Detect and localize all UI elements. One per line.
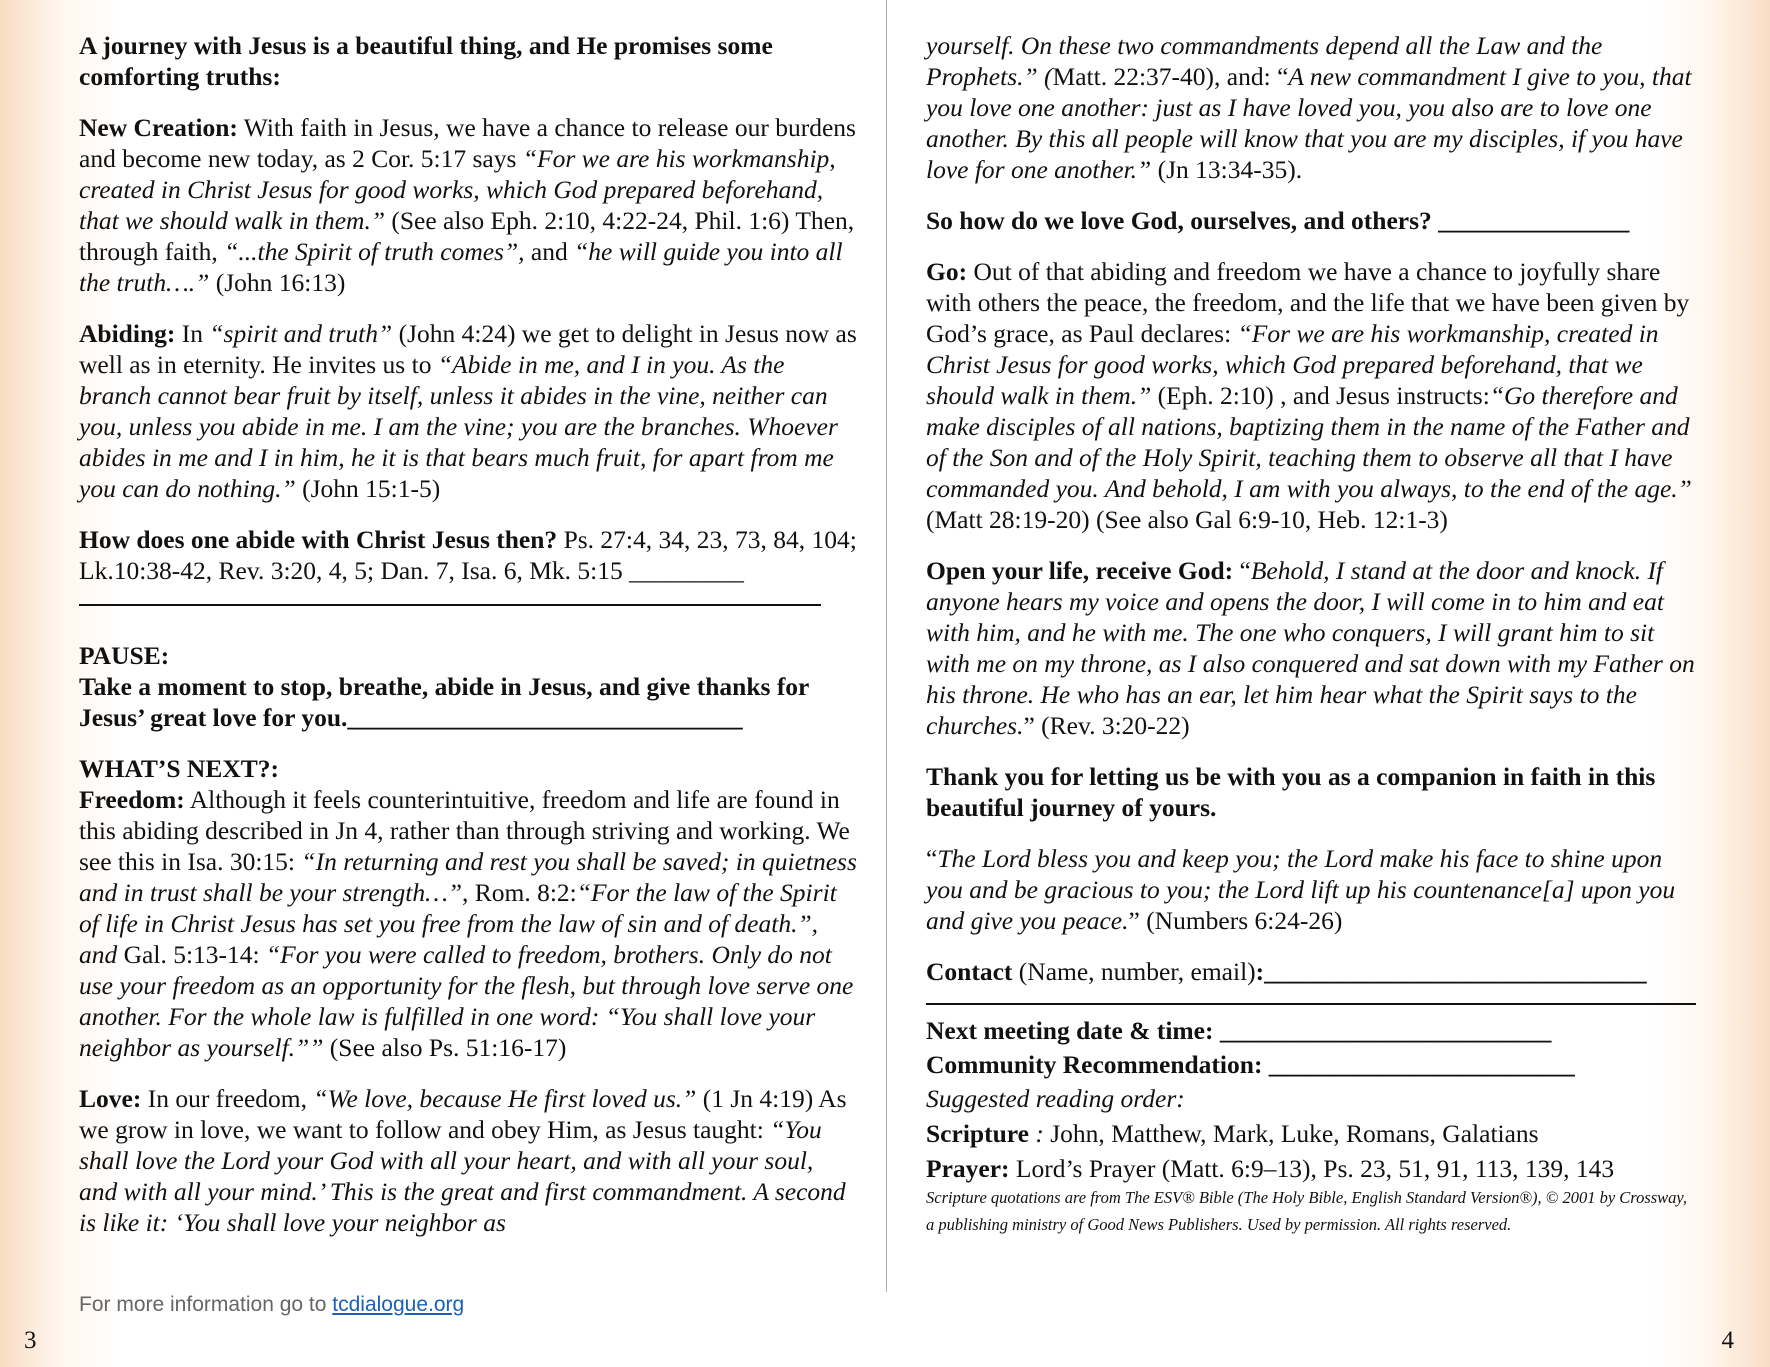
contact-blank: :______________________________ bbox=[1255, 957, 1647, 986]
page-divider bbox=[886, 0, 887, 1292]
new-creation-heading: New Creation: bbox=[79, 113, 238, 142]
contact-field[interactable] bbox=[926, 956, 1698, 987]
scripture-reading: Scripture : John, Matthew, Mark, Luke, Romans, Galatians bbox=[926, 1119, 1539, 1148]
contact-hint: (Name, number, email) bbox=[1012, 957, 1256, 986]
thank-you-text: Thank you for letting us be with you as a companion in faith in this beautiful journey of yours. bbox=[926, 762, 1656, 822]
abiding-heading: Abiding: bbox=[79, 319, 176, 348]
how-abide-paragraph: How does one abide with Christ Jesus then? Ps. 27:4, 34, 23, 73, 84, 104; Lk.10:38-42, Rev. 3:20, 4, 5; Dan. 7, Isa. 6, Mk. 5:15 _________ bbox=[79, 525, 857, 585]
whats-next-heading: WHAT’S NEXT?: bbox=[79, 754, 280, 783]
left-page bbox=[79, 30, 857, 1258]
contact-second-line[interactable] bbox=[926, 1001, 1696, 1005]
open-life-paragraph: Open your life, receive God: “Behold, I stand at the door and knock. If anyone hears my voice and opens the door, I will come in to him and eat with him, and he with me. The one who conquers, I will grant him to sit with me on my throne, as I also conquered and sat down with my Father on his throne. He who has an ear, let him hear what the Spirit says to the churches.” (Rev. 3:20-22) bbox=[926, 556, 1695, 740]
freedom-paragraph: Freedom: Although it feels counterintuitive, freedom and life are found in this abiding described in Jn 4, rather than through striving and working. We see this in Isa. 30:15: “In returning and rest you shall be saved; in quietness and in trust shall be your strength…”, Rom. 8:2:“For the law of the Spirit of life in Christ Jesus has set you free from the law of sin and of death.”, and Gal. 5:13-14: “For you were called to freedom, brothers. Only do not use your freedom as an opportunity for the flesh, but through love serve one another. For the whole law is fulfilled in one word: “You shall love your neighbor as yourself.”” (See also Ps. 51:16-17) bbox=[79, 785, 857, 1062]
community-field[interactable]: Community Recommendation: ________________________ bbox=[926, 1050, 1575, 1079]
so-how-question: So how do we love God, ourselves, and others? _______________ bbox=[926, 206, 1630, 235]
love-continued-paragraph: yourself. On these two commandments depend all the Law and the Prophets.” (Matt. 22:37-40), and: “A new commandment I give to you, that you love one another: just as I have loved you, you also are to love one another. By this all people will know that you are my disciples, if you have love for one another.” (Jn 13:34-35). bbox=[926, 31, 1692, 184]
love-heading: Love: bbox=[79, 1084, 142, 1113]
page-number-left: 3 bbox=[24, 1327, 37, 1354]
open-life-heading: Open your life, receive God: bbox=[926, 556, 1234, 585]
copyright-notice: Scripture quotations are from The ESV® Bible (The Holy Bible, English Standard Version®), © 2001 by Crossway, a publishing ministry of Good News Publishers. Used by permission. All rights reserved. bbox=[926, 1188, 1687, 1234]
pause-heading: PAUSE: bbox=[79, 641, 170, 670]
suggested-reading-label: Suggested reading order: bbox=[926, 1084, 1185, 1113]
prayer-label: Prayer: bbox=[926, 1154, 1010, 1183]
how-abide-answer-line bbox=[79, 602, 821, 606]
intro-heading: A journey with Jesus is a beautiful thing, and He promises some comforting truths: bbox=[79, 31, 773, 91]
new-creation-paragraph: New Creation: With faith in Jesus, we have a chance to release our burdens and become new today, as 2 Cor. 5:17 says “For we are his workmanship, created in Christ Jesus for good works, which God prepared beforehand, that we should walk in them.” (See also Eph. 2:10, 4:22-24, Phil. 1:6) Then, through faith, “...the Spirit of truth comes”, and “he will guide you into all the truth….” (John 16:13) bbox=[79, 113, 856, 297]
go-paragraph: Go: Out of that abiding and freedom we have a chance to joyfully share with others the peace, the freedom, and the life that we have been given by God’s grace, as Paul declares: “For we are his workmanship, created in Christ Jesus for good works, which God prepared beforehand, that we should walk in them.” (Eph. 2:10) , and Jesus instructs:“Go therefore and make disciples of all nations, baptizing them in the name of the Father and of the Son and of the Holy Spirit, teaching them to observe all that I have commanded you. And behold, I am with you always, to the end of the age.” (Matt 28:19-20) (See also Gal 6:9-10, Heb. 12:1-3) bbox=[926, 257, 1692, 534]
right-page bbox=[926, 30, 1698, 1258]
abiding-paragraph: Abiding: In “spirit and truth” (John 4:24) we get to delight in Jesus now as well as in eternity. He invites us to “Abide in me, and I in you. As the branch cannot bear fruit by itself, unless it abides in the vine, neither can you, unless you abide in me. I am the vine; you are the branches. Whoever abides in me and I in him, he it is that bears much fruit, for apart from me you can do nothing.” (John 15:1-5) bbox=[79, 319, 857, 503]
love-paragraph: Love: In our freedom, “We love, because He first loved us.” (1 Jn 4:19) As we grow in love, we want to follow and obey Him, as Jesus taught: “You shall love the Lord your God with all your heart, and with all your soul, and with all your mind.’ This is the great and first commandment. A second is like it: ‘You shall love your neighbor as bbox=[79, 1084, 847, 1237]
website-link[interactable]: tcdialogue.org bbox=[332, 1293, 465, 1316]
next-meeting-field[interactable]: Next meeting date & time: __________________________ bbox=[926, 1016, 1552, 1045]
page-number-right: 4 bbox=[1721, 1327, 1734, 1354]
how-abide-question: How does one abide with Christ Jesus then? bbox=[79, 525, 558, 554]
go-heading: Go: bbox=[926, 257, 968, 286]
contact-label: Contact bbox=[926, 957, 1013, 986]
pause-text: Take a moment to stop, breathe, abide in Jesus, and give thanks for Jesus’ great love for you._______________________________ bbox=[79, 672, 809, 732]
prayer-reading: Prayer: Lord’s Prayer (Matt. 6:9–13), Ps. 23, 51, 91, 113, 139, 143 bbox=[926, 1154, 1615, 1183]
freedom-heading: Freedom: bbox=[79, 785, 185, 814]
scripture-label: Scripture bbox=[926, 1119, 1029, 1148]
footer-info: For more information go to tcdialogue.org bbox=[79, 1293, 465, 1316]
blessing-paragraph: “The Lord bless you and keep you; the Lord make his face to shine upon you and be gracious to you; the Lord lift up his countenance[a] upon you and give you peace.” (Numbers 6:24-26) bbox=[926, 844, 1676, 935]
